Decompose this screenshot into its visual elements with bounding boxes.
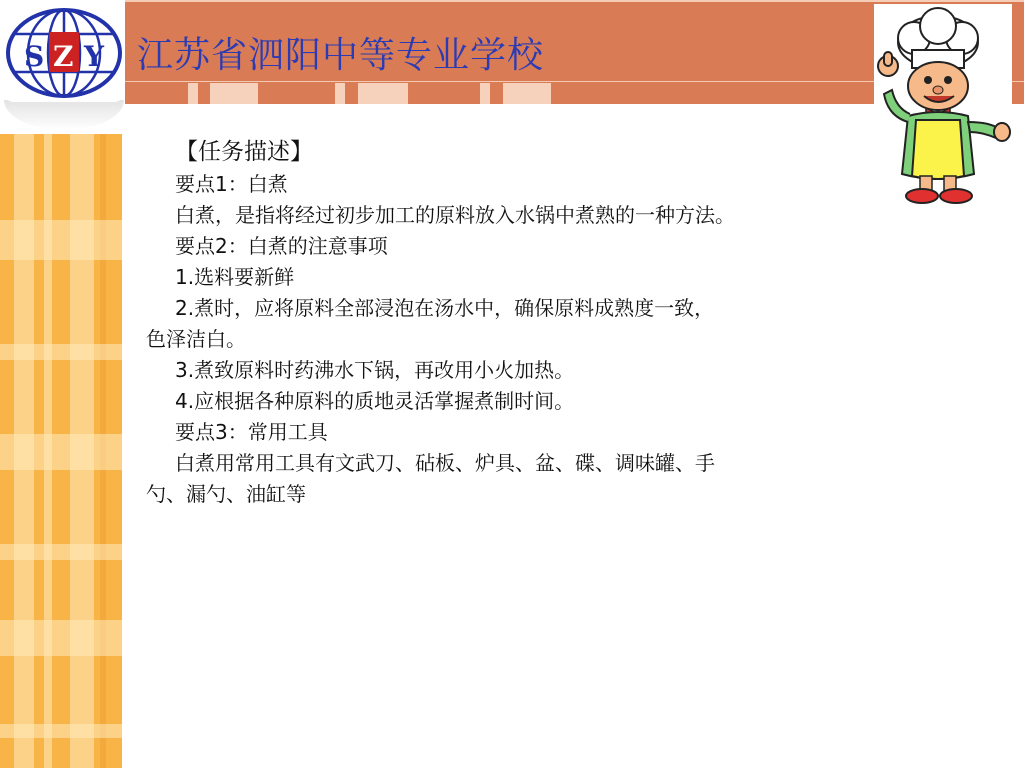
plaid-stripe	[0, 620, 122, 656]
logo-letter-y: Y	[84, 40, 104, 73]
section-heading: 【任务描述】	[175, 139, 313, 165]
header-stripe	[188, 83, 198, 104]
school-name: 江苏省泗阳中等专业学校	[137, 35, 545, 76]
plaid-stripe	[0, 724, 122, 738]
plaid-stripe	[0, 344, 122, 360]
text-line: 白煮，是指将经过初步加工的原料放入水锅中煮熟的一种方法。	[175, 203, 735, 227]
text-line: 要点3：常用工具	[175, 420, 328, 444]
header-stripe	[480, 83, 490, 104]
logo-letter-s: S	[24, 40, 45, 73]
text-line: 勺、漏勺、油缸等	[146, 482, 306, 506]
text-line: 色泽洁白。	[146, 327, 246, 351]
plaid-stripe	[0, 220, 122, 260]
text-line: 3.煮致原料时药沸水下锅，再改用小火加热。	[175, 358, 575, 382]
szy-logo-icon	[4, 4, 124, 102]
header-top-line	[125, 0, 1024, 2]
plaid-stripe	[0, 544, 122, 560]
text-line: 要点2：白煮的注意事项	[175, 234, 388, 258]
plaid-decoration	[0, 134, 122, 768]
header-stripe	[210, 83, 258, 104]
plaid-stripe	[0, 434, 122, 470]
school-logo	[4, 4, 124, 102]
text-line: 要点1：白煮	[175, 172, 288, 196]
text-line: 2.煮时，应将原料全部浸泡在汤水中，确保原料成熟度一致，	[175, 296, 715, 320]
chef-illustration	[874, 4, 1012, 209]
task-description	[146, 136, 886, 510]
text-line: 1.选料要新鲜	[175, 265, 295, 289]
text-line: 白煮用常用工具有文武刀、砧板、炉具、盆、碟、调味罐、手	[175, 451, 715, 475]
logo-letter-z: Z	[53, 40, 74, 73]
text-line: 4.应根据各种原料的质地灵活掌握煮制时间。	[175, 389, 575, 413]
chef-thumbs-up-icon	[874, 4, 1012, 209]
header-stripe	[503, 83, 551, 104]
header-stripe	[335, 83, 345, 104]
header-stripe	[358, 83, 408, 104]
logo-reflection	[4, 100, 124, 130]
